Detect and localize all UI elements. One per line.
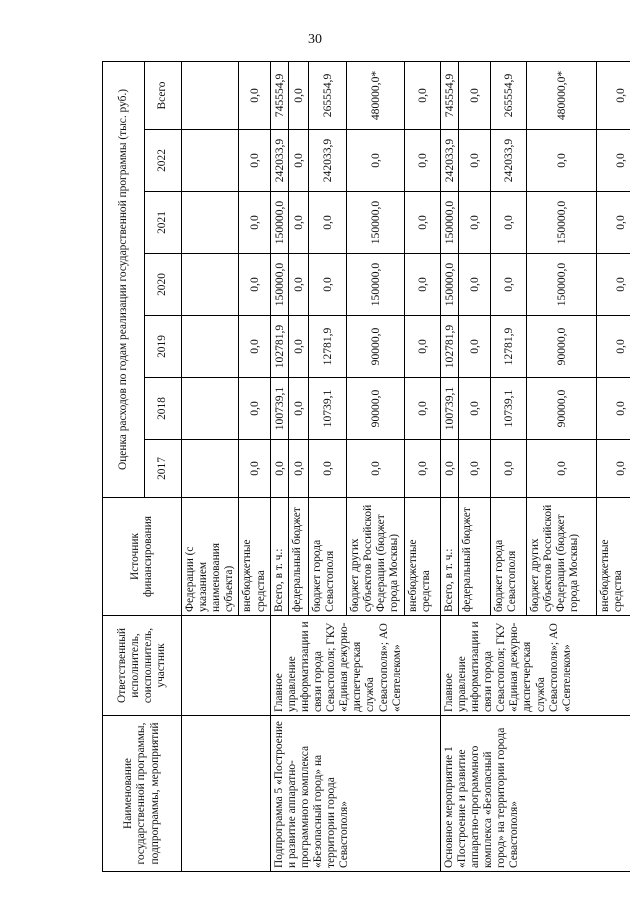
value-cell: 0,0 [270, 440, 288, 498]
value-cell: 0,0 [288, 254, 308, 316]
source-cell: бюджет других субъектов Российской Федерации (бюджет города Москвы) [526, 498, 596, 616]
value-cell: 12781,9 [490, 316, 526, 378]
value-cell: 0,0 [596, 130, 630, 192]
value-cell: 12781,9 [308, 316, 346, 378]
table-row [182, 61, 239, 871]
value-cell: 0,0 [490, 254, 526, 316]
value-cell [182, 378, 239, 440]
rotated-table-container [102, 62, 627, 872]
value-cell: 0,0 [596, 440, 630, 498]
value-cell: 0,0 [288, 378, 308, 440]
value-cell: 0,0 [404, 254, 440, 316]
value-cell: 90000,0 [346, 316, 404, 378]
executor-cell: Главное управление информатизации и связи города Севастополя; ГКУ «Единая дежурно-диспетчерская служба Севастополя»; АО «Севтелеком» [440, 616, 630, 716]
value-cell: 0,0 [596, 192, 630, 254]
value-cell: 0,0 [239, 378, 270, 440]
source-cell: федеральный бюджет [458, 498, 490, 616]
header-name: Наименование государственной программы, подпрограммы, мероприятий [103, 716, 182, 872]
source-cell: внебюджетные средства [239, 498, 270, 616]
value-cell: 242033,9 [490, 130, 526, 192]
value-cell [182, 61, 239, 129]
value-cell: 480000,0* [346, 61, 404, 129]
value-cell: 480000,0* [526, 61, 596, 129]
value-cell: 0,0 [596, 378, 630, 440]
value-cell: 0,0 [458, 316, 490, 378]
value-cell: 0,0 [308, 192, 346, 254]
value-cell: 0,0 [458, 130, 490, 192]
value-cell [182, 254, 239, 316]
value-cell: 0,0 [308, 254, 346, 316]
value-cell: 102781,9 [270, 316, 288, 378]
name-cell [182, 716, 271, 872]
value-cell: 150000,0 [346, 192, 404, 254]
activity-name-cell: Основное мероприятие 1 «Построение и развитие аппаратно-программного комплекса «Безопасный город» на территории города Севастополя» [440, 716, 630, 872]
header-executor: Ответственный исполнитель, соисполнитель, участник [103, 616, 182, 716]
source-cell: бюджет города Севастополя [490, 498, 526, 616]
value-cell: 150000,0 [270, 192, 288, 254]
value-cell: 150000,0 [440, 192, 458, 254]
header-source: Источник финансирования [103, 498, 182, 616]
source-cell: Федерации (с указанием наименования субъекта) [182, 498, 239, 616]
value-cell: 150000,0 [270, 254, 288, 316]
value-cell: 0,0 [288, 316, 308, 378]
value-cell: 265554,9 [490, 61, 526, 129]
header-year: 2021 [145, 192, 182, 254]
value-cell: 0,0 [239, 61, 270, 129]
source-cell: внебюджетные средства [596, 498, 630, 616]
value-cell: 0,0 [596, 254, 630, 316]
value-cell: 90000,0 [526, 378, 596, 440]
value-cell: 0,0 [458, 192, 490, 254]
value-cell: 0,0 [404, 61, 440, 129]
value-cell: 0,0 [308, 440, 346, 498]
value-cell [182, 316, 239, 378]
value-cell: 265554,9 [308, 61, 346, 129]
value-cell: 745554,9 [440, 61, 458, 129]
value-cell: 10739,1 [308, 378, 346, 440]
value-cell: 100739,1 [270, 378, 288, 440]
value-cell: 0,0 [526, 130, 596, 192]
value-cell: 0,0 [239, 316, 270, 378]
header-year: 2019 [145, 316, 182, 378]
value-cell: 150000,0 [440, 254, 458, 316]
value-cell: 150000,0 [346, 254, 404, 316]
value-cell: 0,0 [239, 192, 270, 254]
program-name-cell: Подпрограмма 5 «Построение и развитие аппаратно-программного комплекса «Безопасный город» на территории города Севастополя» [270, 716, 440, 872]
value-cell: 0,0 [490, 192, 526, 254]
value-cell: 242033,9 [440, 130, 458, 192]
value-cell [182, 130, 239, 192]
value-cell: 0,0 [404, 378, 440, 440]
value-cell: 0,0 [288, 192, 308, 254]
value-cell: 0,0 [490, 440, 526, 498]
source-cell: федеральный бюджет [288, 498, 308, 616]
value-cell: 10739,1 [490, 378, 526, 440]
value-cell: 0,0 [288, 61, 308, 129]
value-cell: 0,0 [288, 440, 308, 498]
source-cell: Всего, в т. ч.: [270, 498, 288, 616]
value-cell: 0,0 [346, 130, 404, 192]
value-cell: 0,0 [404, 192, 440, 254]
value-cell: 0,0 [458, 440, 490, 498]
budget-table [102, 61, 630, 872]
value-cell: 0,0 [458, 61, 490, 129]
value-cell: 0,0 [239, 130, 270, 192]
table-row [440, 61, 458, 871]
value-cell: 0,0 [458, 254, 490, 316]
value-cell: 0,0 [239, 440, 270, 498]
value-cell: 0,0 [596, 61, 630, 129]
header-year: 2018 [145, 378, 182, 440]
source-cell: бюджет других субъектов Российской Федерации (бюджет города Москвы) [346, 498, 404, 616]
value-cell: 100739,1 [440, 378, 458, 440]
source-cell: внебюджетные средства [404, 498, 440, 616]
source-cell: Всего, в т. ч.: [440, 498, 458, 616]
header-year: 2020 [145, 254, 182, 316]
value-cell: 0,0 [458, 378, 490, 440]
value-cell: 90000,0 [526, 316, 596, 378]
value-cell [182, 192, 239, 254]
value-cell: 0,0 [404, 316, 440, 378]
value-cell [182, 440, 239, 498]
value-cell: 242033,9 [270, 130, 288, 192]
page-number: 30 [308, 32, 322, 47]
value-cell: 0,0 [288, 130, 308, 192]
value-cell: 90000,0 [346, 378, 404, 440]
header-year: 2017 [145, 440, 182, 498]
executor-cell [182, 616, 271, 716]
value-cell: 0,0 [526, 440, 596, 498]
value-cell: 745554,9 [270, 61, 288, 129]
value-cell: 150000,0 [526, 254, 596, 316]
value-cell: 102781,9 [440, 316, 458, 378]
executor-cell: Главное управление информатизации и связи города Севастополя; ГКУ «Единая дежурно-диспетчерская служба Севастополя»; АО «Севтелеком» [270, 616, 440, 716]
value-cell: 0,0 [404, 440, 440, 498]
value-cell: 0,0 [346, 440, 404, 498]
value-cell: 0,0 [404, 130, 440, 192]
table-row [270, 61, 288, 871]
header-total: Всего [145, 61, 182, 129]
value-cell: 242033,9 [308, 130, 346, 192]
source-cell: бюджет города Севастополя [308, 498, 346, 616]
header-estimate-group: Оценка расходов по годам реализации государственной программы (тыс. руб.) [103, 61, 145, 497]
value-cell: 150000,0 [526, 192, 596, 254]
value-cell: 0,0 [596, 316, 630, 378]
header-year: 2022 [145, 130, 182, 192]
value-cell: 0,0 [239, 254, 270, 316]
value-cell: 0,0 [440, 440, 458, 498]
